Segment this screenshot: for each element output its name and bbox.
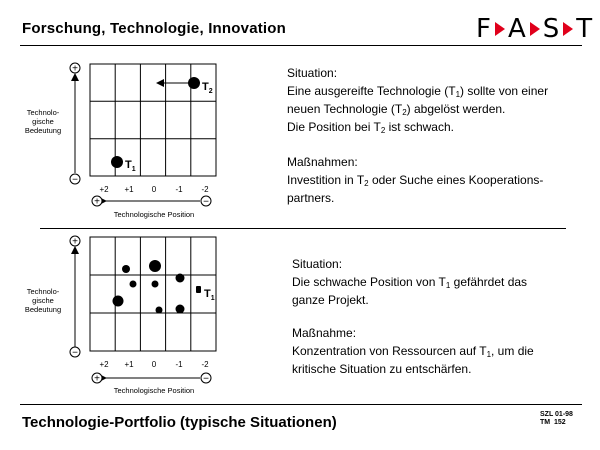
project-marker: [156, 307, 163, 314]
t2-marker: [188, 77, 200, 89]
situation-line: [287, 82, 548, 100]
t1-marker: [196, 286, 201, 293]
situation-heading: Situation:: [287, 66, 338, 80]
portfolio-diagram-top: [20, 55, 270, 225]
t1-label-sub: 1: [210, 295, 215, 302]
y-axis-minus: −: [72, 174, 78, 186]
project-marker: [176, 274, 185, 283]
text-segment: neuen Technologie (T: [287, 102, 403, 116]
subscript: 1: [455, 90, 461, 99]
text-segment: oder Suche eines Kooperations-: [368, 173, 544, 187]
portfolio-grid: [90, 237, 216, 351]
subscript: 2: [364, 179, 369, 188]
t1-label-text: T: [204, 288, 211, 300]
situation-text-top: [287, 64, 548, 136]
t2-label-sub: 2: [208, 88, 213, 95]
x-axis-label: Technologische Position: [113, 386, 195, 395]
text-segment: , um die: [491, 344, 534, 358]
subscript: 2: [402, 108, 407, 117]
text-segment: Investition in T: [287, 173, 365, 187]
x-tick-label: +1: [124, 185, 134, 194]
project-marker: [176, 305, 185, 314]
footer-rule: [20, 404, 582, 405]
y-axis-label: [25, 287, 61, 314]
text-segment: gefährdet das: [450, 275, 528, 289]
text-segment: Die Position bei T: [287, 120, 381, 134]
measures-text-top: [287, 153, 543, 207]
x-tick-label: -1: [175, 360, 183, 369]
subscript: 1: [486, 350, 492, 359]
measures-line: partners.: [287, 191, 335, 205]
logo-letter-a: A: [507, 14, 527, 44]
project-marker: [149, 260, 161, 272]
x-axis-label: Technologische Position: [113, 210, 195, 219]
footer-title: Technologie-Portfolio (typische Situationen): [22, 414, 337, 431]
x-tick-label: -2: [201, 360, 209, 369]
x-tick-label: -2: [201, 185, 209, 194]
x-tick-label: +2: [99, 360, 109, 369]
x-axis-minus: −: [203, 373, 209, 385]
project-marker: [122, 265, 130, 273]
y-axis-label-line: Technolo-: [26, 108, 60, 117]
situation-text-bottom: [292, 255, 527, 309]
t1-marker: [111, 156, 123, 168]
y-axis-plus: +: [72, 236, 78, 248]
x-axis-plus: +: [94, 373, 100, 385]
subscript: 2: [380, 126, 386, 135]
t1-label: [125, 159, 136, 173]
portfolio-diagram-bottom: [20, 227, 270, 397]
situation-heading: Situation:: [292, 257, 343, 271]
slide-code-line: SZL 01-98: [540, 411, 573, 418]
project-marker: [113, 296, 124, 307]
t1-label-sub: 1: [131, 166, 136, 173]
x-tick-label: -1: [175, 185, 183, 194]
logo-letter-t: T: [576, 14, 594, 44]
text-segment: Eine ausgereifte Technologie (T: [287, 84, 456, 98]
t1-label: [204, 288, 215, 302]
text-segment: Konzentration von Ressourcen auf T: [292, 344, 487, 358]
situation-line: [287, 100, 548, 118]
x-tick-labels: [99, 185, 209, 194]
measures-line: [292, 342, 534, 360]
y-axis-minus: −: [72, 347, 78, 359]
subscript: 1: [445, 281, 451, 290]
project-marker: [130, 281, 137, 288]
logo-arrow-icon: [530, 22, 540, 36]
x-axis-plus: +: [94, 196, 100, 208]
slide-code: [540, 411, 573, 427]
situation-line: ganze Projekt.: [292, 293, 369, 307]
x-tick-label: 0: [151, 185, 157, 194]
y-axis-label-line: Technolo-: [26, 287, 60, 296]
fast-logo: [476, 14, 593, 44]
measures-heading: Maßnahmen:: [287, 155, 358, 169]
y-axis-label-line: Bedeutung: [24, 126, 62, 135]
t1-label-text: T: [125, 159, 132, 171]
x-axis-minus: −: [203, 196, 209, 208]
slide-code-line: TM 152: [540, 419, 566, 426]
x-tick-label: 0: [151, 360, 157, 369]
measures-heading: Maßnahme:: [292, 326, 357, 340]
y-axis-plus: +: [72, 63, 78, 75]
logo-letter-f: F: [476, 14, 492, 44]
x-tick-label: +1: [124, 360, 134, 369]
x-tick-labels: [99, 360, 209, 369]
text-segment: ) sollte von einer: [460, 84, 549, 98]
x-tick-label: +2: [99, 185, 109, 194]
logo-letter-s: S: [542, 14, 561, 44]
y-axis-label-line: gische: [32, 296, 54, 305]
header-rule: [20, 45, 582, 46]
text-segment: ist schwach.: [385, 120, 454, 134]
measures-line: [287, 171, 543, 189]
text-segment: ) abgelöst werden.: [406, 102, 506, 116]
measures-line: kritische Situation zu entschärfen.: [292, 362, 472, 376]
y-axis-label-line: gische: [32, 117, 54, 126]
situation-line: [287, 118, 548, 136]
logo-arrow-icon: [495, 22, 505, 36]
situation-line: [292, 273, 527, 291]
project-markers: [113, 260, 202, 314]
page-title: Forschung, Technologie, Innovation: [22, 20, 287, 37]
project-marker: [152, 281, 159, 288]
logo-arrow-icon: [563, 22, 573, 36]
t2-label-text: T: [202, 81, 209, 93]
measures-text-bottom: [292, 324, 534, 378]
text-segment: Die schwache Position von T: [292, 275, 446, 289]
t2-label: [202, 81, 213, 95]
y-axis-label: [25, 108, 61, 135]
y-axis-label-line: Bedeutung: [24, 305, 62, 314]
